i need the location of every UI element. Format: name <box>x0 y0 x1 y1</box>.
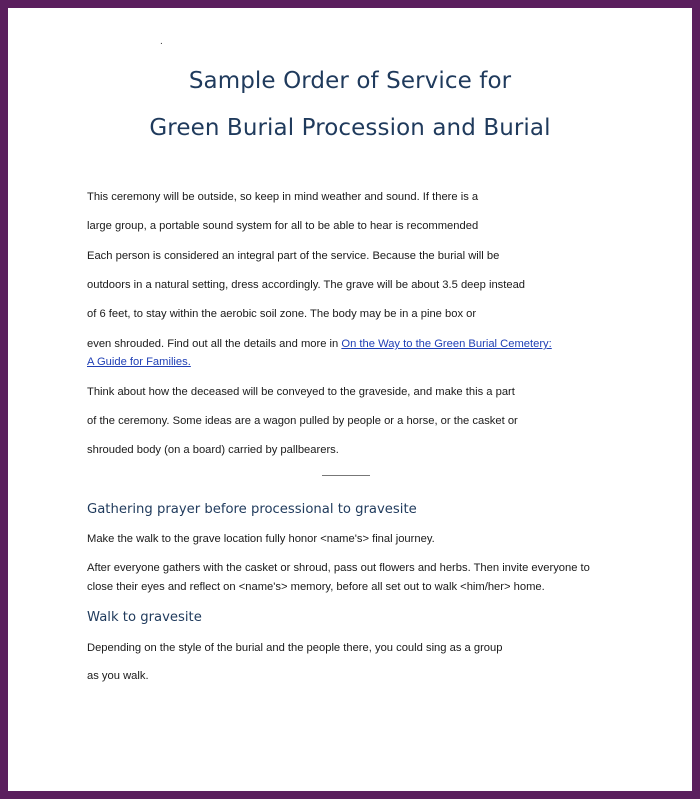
intro-line-3: Each person is considered an integral part of the service. Because the burial will be <box>87 250 500 262</box>
document-title-line-2: Green Burial Procession and Burial <box>149 115 551 141</box>
intro-line-6 <box>87 337 552 351</box>
intro-line-1: This ceremony will be outside, so keep in mind weather and sound. If there is a <box>87 191 479 203</box>
walk-line-2: as you walk. <box>87 670 149 682</box>
guide-link-part-1[interactable]: On the Way to the Green Burial Cemetery: <box>341 338 552 350</box>
guide-link-part-2[interactable]: A Guide for Families. <box>87 356 191 368</box>
intro-line-5: of 6 feet, to stay within the aerobic soil zone. The body may be in a pine box or <box>87 308 477 320</box>
section-heading-gathering-prayer: Gathering prayer before processional to gravesite <box>87 502 417 517</box>
section-divider <box>322 475 370 476</box>
conveyance-line-3: shrouded body (on a board) carried by pallbearers. <box>87 444 339 456</box>
section-heading-walk-to-gravesite: Walk to gravesite <box>87 610 202 625</box>
document-page <box>8 8 692 791</box>
stray-mark: . <box>160 36 163 47</box>
gathering-line-3: close their eyes and reflect on <name's> memory, before all set out to walk <him/her> home. <box>87 581 545 593</box>
conveyance-line-1: Think about how the deceased will be conveyed to the graveside, and make this a part <box>87 386 515 398</box>
gathering-line-1: Make the walk to the grave location fully honor <name's> final journey. <box>87 533 435 545</box>
intro-line-7 <box>87 355 191 369</box>
gathering-line-2: After everyone gathers with the casket or shroud, pass out flowers and herbs. Then invite everyone to <box>87 562 590 574</box>
walk-line-1: Depending on the style of the burial and the people there, you could sing as a group <box>87 642 503 654</box>
intro-line-2: large group, a portable sound system for all to be able to hear is recommended <box>87 220 479 232</box>
document-title-line-1: Sample Order of Service for <box>188 68 512 94</box>
conveyance-line-2: of the ceremony. Some ideas are a wagon pulled by people or a horse, or the casket or <box>87 415 518 427</box>
intro-line-6-text: even shrouded. Find out all the details and more in <box>87 338 342 350</box>
intro-line-4: outdoors in a natural setting, dress accordingly. The grave will be about 3.5 deep instead <box>87 279 526 291</box>
